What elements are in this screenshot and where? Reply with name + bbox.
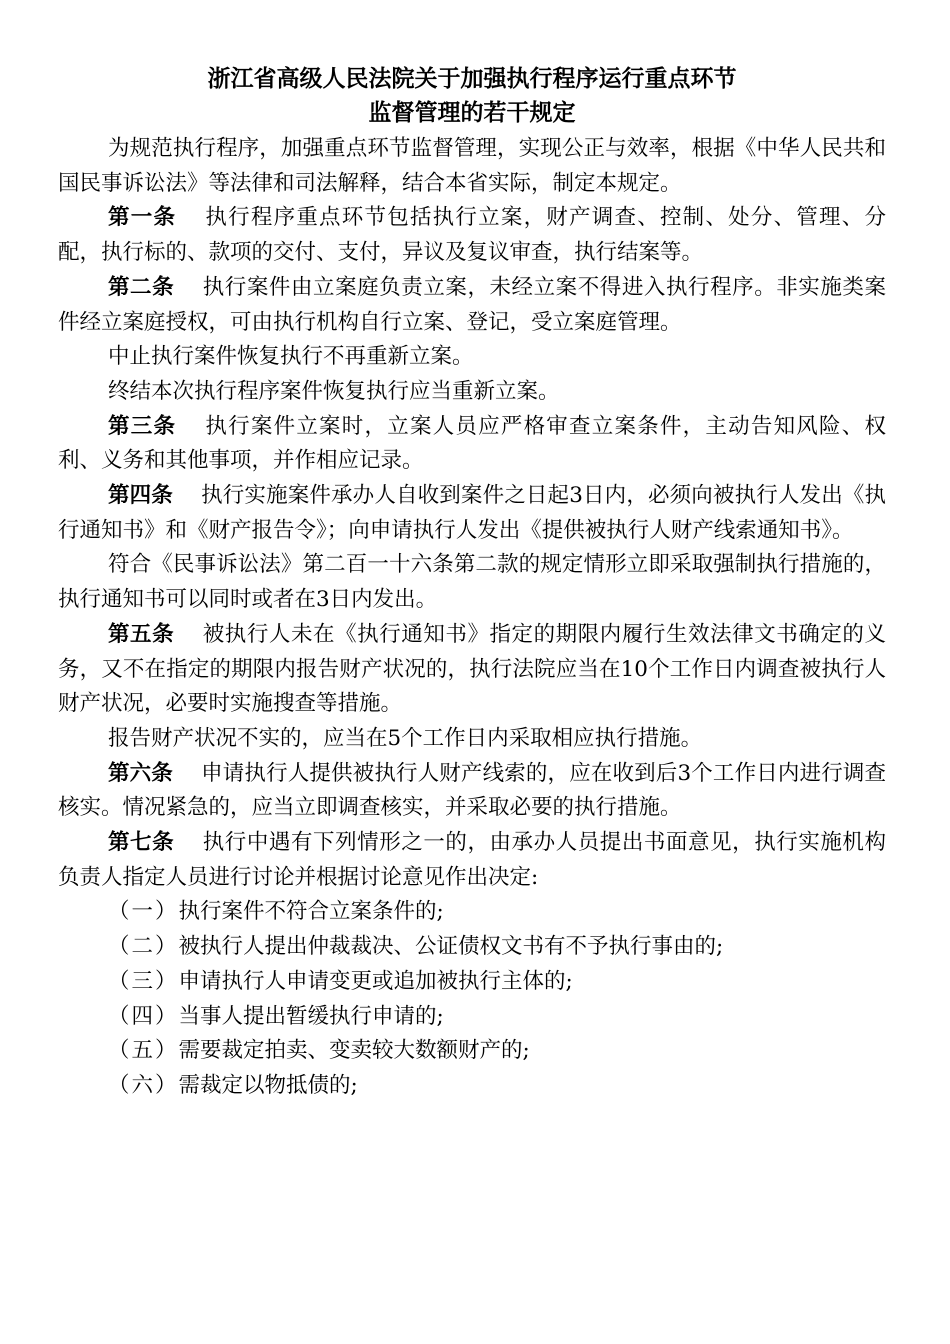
list-item <box>58 965 886 1000</box>
article-4-paragraph-2: 符合《民事诉讼法》第二百一十六条第二款的规定情形立即采取强制执行措施的，执行通知书可以同时或者在3日内发出。 <box>58 552 886 613</box>
article-label: 第五条 <box>108 621 175 647</box>
item-text: 需裁定以物抵债的; <box>178 1072 358 1098</box>
item-number: （二） <box>108 934 179 960</box>
article-label: 第一条 <box>108 205 177 231</box>
article-2 <box>58 271 886 340</box>
item-text: 当事人提出暂缓执行申请的; <box>178 1003 444 1029</box>
list-item <box>58 1000 886 1035</box>
article-label: 第七条 <box>108 830 175 856</box>
title-line-1: 浙江省高级人民法院关于加强执行程序运行重点环节 <box>207 65 737 92</box>
item-number: （六） <box>108 1072 179 1098</box>
list-item <box>58 1069 886 1104</box>
article-6 <box>58 757 886 826</box>
article-2-paragraph-2: 中止执行案件恢复执行不再重新立案。 <box>108 344 474 370</box>
item-text: 被执行人提出仲裁裁决、公证债权文书有不予执行事由的; <box>178 934 724 960</box>
item-number: （五） <box>108 1038 179 1064</box>
item-text: 需要裁定拍卖、变卖较大数额财产的; <box>178 1038 530 1064</box>
article-4 <box>58 479 886 548</box>
title-line-2: 监督管理的若干规定 <box>368 99 576 126</box>
article-label: 第三条 <box>108 413 177 439</box>
item-number: （四） <box>108 1003 179 1029</box>
article-5 <box>58 618 886 722</box>
article-label: 第六条 <box>108 760 173 786</box>
list-item <box>58 895 886 930</box>
article-text: 申请执行人提供被执行人财产线索的，应在收到后3个工作日内进行调查核实。情况紧急的，应当立即调查核实，并采取必要的执行措施。 <box>58 760 886 821</box>
article-text: 执行案件由立案庭负责立案，未经立案不得进入执行程序。非实施类案件经立案庭授权，可由执行机构自行立案、登记，受立案庭管理。 <box>58 274 886 335</box>
list-item <box>58 930 886 965</box>
document-page <box>58 62 886 1104</box>
item-text: 执行案件不符合立案条件的; <box>178 899 444 925</box>
item-number: （一） <box>108 899 179 925</box>
article-label: 第二条 <box>108 274 175 300</box>
article-text: 执行程序重点环节包括执行立案，财产调查、控制、处分、管理、分配，执行标的、款项的交付、支付，异议及复议审查，执行结案等。 <box>58 205 886 266</box>
article-7 <box>58 826 886 895</box>
article-1 <box>58 201 886 270</box>
article-text: 执行中遇有下列情形之一的，由承办人员提出书面意见，执行实施机构负责人指定人员进行讨论并根据讨论意见作出决定: <box>58 830 886 890</box>
article-5-paragraph-2: 报告财产状况不实的，应当在5个工作日内采取相应执行措施。 <box>108 725 703 751</box>
article-text: 执行实施案件承办人自收到案件之日起3日内，必须向被执行人发出《执行通知书》和《财产报告令》；向申请执行人发出《提供被执行人财产线索通知书》。 <box>58 483 886 543</box>
document-title <box>58 62 886 130</box>
item-text: 申请执行人申请变更或追加被执行主体的; <box>178 968 573 994</box>
article-text: 被执行人未在《执行通知书》指定的期限内履行生效法律文书确定的义务，又不在指定的期限内报告财产状况的，执行法院应当在10个工作日内调查被执行人财产状况，必要时实施搜查等措施。 <box>58 621 886 717</box>
article-2-paragraph-3: 终结本次执行程序案件恢复执行应当重新立案。 <box>108 378 560 404</box>
article-label: 第四条 <box>108 483 173 509</box>
item-number: （三） <box>108 968 179 994</box>
preamble-paragraph: 为规范执行程序，加强重点环节监督管理，实现公正与效率，根据《中华人民共和国民事诉讼法》等法律和司法解释，结合本省实际，制定本规定。 <box>58 136 886 196</box>
article-text: 执行案件立案时，立案人员应严格审查立案条件，主动告知风险、权利、义务和其他事项，并作相应记录。 <box>58 413 886 474</box>
list-item <box>58 1034 886 1069</box>
article-3 <box>58 410 886 479</box>
